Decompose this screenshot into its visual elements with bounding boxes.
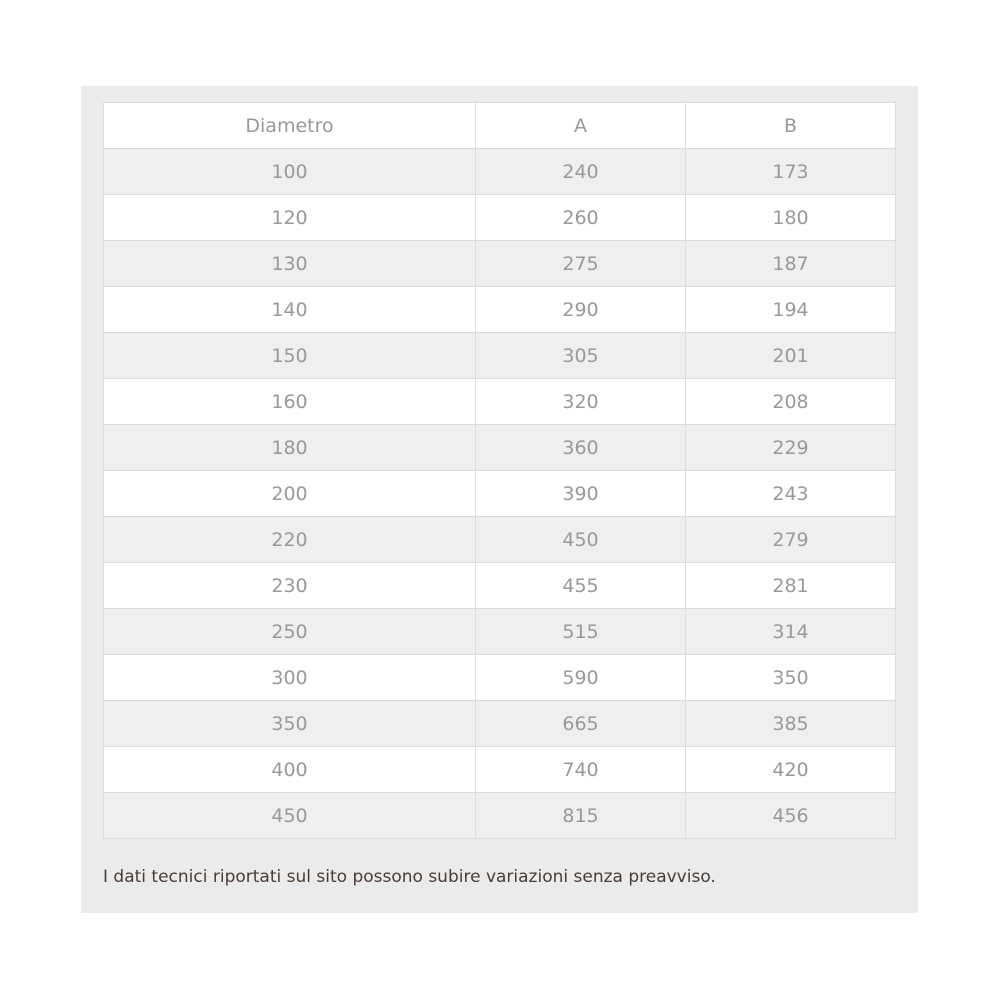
table-header xyxy=(104,103,896,149)
cell-b: 350 xyxy=(686,655,896,701)
cell-diametro: 180 xyxy=(104,425,476,471)
cell-diametro: 160 xyxy=(104,379,476,425)
dimensions-table xyxy=(103,102,896,839)
table-row xyxy=(104,195,896,241)
header-row xyxy=(104,103,896,149)
table-row xyxy=(104,701,896,747)
table-row xyxy=(104,333,896,379)
cell-a: 360 xyxy=(476,425,686,471)
cell-b: 456 xyxy=(686,793,896,839)
cell-diametro: 230 xyxy=(104,563,476,609)
cell-diametro: 100 xyxy=(104,149,476,195)
cell-b: 385 xyxy=(686,701,896,747)
header-b: B xyxy=(686,103,896,149)
table-row xyxy=(104,609,896,655)
cell-b: 420 xyxy=(686,747,896,793)
cell-diametro: 150 xyxy=(104,333,476,379)
cell-diametro: 140 xyxy=(104,287,476,333)
cell-diametro: 400 xyxy=(104,747,476,793)
cell-diametro: 220 xyxy=(104,517,476,563)
cell-b: 243 xyxy=(686,471,896,517)
cell-diametro: 300 xyxy=(104,655,476,701)
table-row xyxy=(104,241,896,287)
cell-b: 208 xyxy=(686,379,896,425)
cell-diametro: 350 xyxy=(104,701,476,747)
table-body xyxy=(104,149,896,839)
cell-b: 229 xyxy=(686,425,896,471)
cell-diametro: 130 xyxy=(104,241,476,287)
cell-a: 260 xyxy=(476,195,686,241)
cell-a: 275 xyxy=(476,241,686,287)
cell-a: 305 xyxy=(476,333,686,379)
cell-a: 515 xyxy=(476,609,686,655)
cell-a: 450 xyxy=(476,517,686,563)
cell-b: 194 xyxy=(686,287,896,333)
cell-b: 314 xyxy=(686,609,896,655)
header-diametro: Diametro xyxy=(104,103,476,149)
spec-panel xyxy=(81,86,918,913)
table-row xyxy=(104,517,896,563)
table-row xyxy=(104,379,896,425)
table-row xyxy=(104,655,896,701)
cell-a: 240 xyxy=(476,149,686,195)
cell-a: 290 xyxy=(476,287,686,333)
table-row xyxy=(104,471,896,517)
cell-b: 173 xyxy=(686,149,896,195)
cell-b: 180 xyxy=(686,195,896,241)
cell-diametro: 120 xyxy=(104,195,476,241)
table-row xyxy=(104,563,896,609)
cell-a: 815 xyxy=(476,793,686,839)
table-row xyxy=(104,793,896,839)
cell-a: 740 xyxy=(476,747,686,793)
cell-a: 455 xyxy=(476,563,686,609)
cell-b: 187 xyxy=(686,241,896,287)
table-row xyxy=(104,425,896,471)
cell-b: 281 xyxy=(686,563,896,609)
table-row xyxy=(104,149,896,195)
cell-b: 279 xyxy=(686,517,896,563)
cell-diametro: 250 xyxy=(104,609,476,655)
cell-a: 665 xyxy=(476,701,686,747)
cell-a: 320 xyxy=(476,379,686,425)
cell-diametro: 200 xyxy=(104,471,476,517)
cell-diametro: 450 xyxy=(104,793,476,839)
cell-b: 201 xyxy=(686,333,896,379)
header-a: A xyxy=(476,103,686,149)
cell-a: 390 xyxy=(476,471,686,517)
cell-a: 590 xyxy=(476,655,686,701)
disclaimer-note: I dati tecnici riportati sul sito possono subire variazioni senza preavviso. xyxy=(103,867,716,887)
table-row xyxy=(104,287,896,333)
table-row xyxy=(104,747,896,793)
